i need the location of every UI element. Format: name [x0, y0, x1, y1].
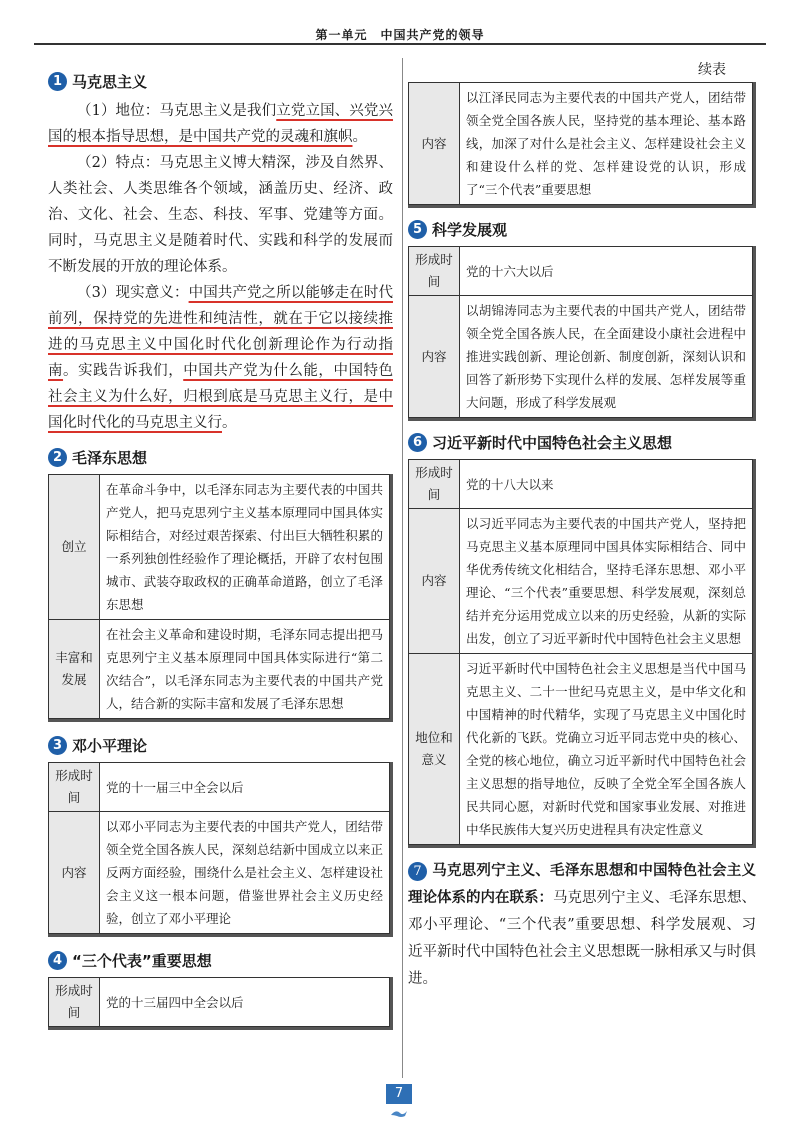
row-label: 内容 [409, 509, 460, 654]
page-header [0, 0, 800, 58]
table-row [409, 83, 753, 205]
section-number-badge: 1 [48, 72, 67, 91]
table-row [409, 247, 753, 296]
table-row [409, 296, 753, 418]
xi-thought-table [408, 459, 756, 848]
table-row [49, 475, 390, 620]
unit-title: 第一单元 中国共产党的领导 [315, 28, 485, 42]
row-label: 创立 [49, 475, 100, 620]
section-body: 马克思列宁主义、毛泽东思想、邓小平理论、“三个代表”重要思想、科学发展观、习近平新时代中国特色社会主义思想既一脉相承又与时俱进。 [408, 890, 756, 987]
page-number: 7 [386, 1084, 412, 1104]
section-2-heading [48, 440, 393, 474]
three-represents-table [48, 977, 393, 1030]
table-row [409, 460, 753, 509]
row-label: 内容 [409, 296, 460, 418]
section-title: 马克思主义 [72, 72, 148, 91]
header-rule [34, 43, 766, 45]
section-number-badge: 5 [408, 220, 427, 239]
section-number-badge: 7 [408, 862, 427, 881]
section-title: 科学发展观 [432, 220, 508, 239]
row-content: 以胡锦涛同志为主要代表的中国共产党人，团结带领全党全国各族人民，在全面建设小康社会进程中推进实践创新、理论创新、制度创新，深刻认识和回答了新形势下实现什么样的发展、怎样发展等重大问题，形成了科学发展观 [460, 296, 753, 418]
row-label: 丰富和发展 [49, 620, 100, 719]
row-content: 党的十一届三中全会以后 [100, 763, 390, 812]
paragraph-status [48, 98, 393, 150]
row-content: 以邓小平同志为主要代表的中国共产党人，团结带领全党全国各族人民，深刻总结新中国成立以来正反两方面经验，围绕什么是社会主义、怎样建设社会主义这一根本问题，借鉴世界社会主义历史经验，创立了邓小平理论 [100, 812, 390, 934]
row-content: 党的十三届四中全会以后 [100, 978, 390, 1027]
row-content: 在社会主义革命和建设时期，毛泽东同志提出把马克思列宁主义基本原理同中国具体实际进行“第二次结合”，以毛泽东同志为主要代表的中国共产党人，结合新的实际丰富和发展了毛泽东思想 [100, 620, 390, 719]
section-title: 毛泽东思想 [72, 448, 148, 467]
mao-thought-table [48, 474, 393, 722]
column-divider [402, 58, 403, 1078]
row-content: 以江泽民同志为主要代表的中国共产党人，团结带领全党全国各族人民，坚持党的基本理论、基本路线，加深了对什么是社会主义、怎样建设社会主义和建设什么样的党、怎样建设党的认识，形成了“三个代表”重要思想 [460, 83, 753, 205]
section-4-heading [48, 943, 393, 977]
section-6-heading [408, 425, 756, 459]
section-1-heading [48, 64, 393, 98]
row-content: 党的十八大以来 [460, 460, 753, 509]
publisher-logo-icon [390, 1108, 408, 1118]
row-label: 内容 [409, 83, 460, 205]
left-column [48, 58, 393, 1030]
text-run: 。实践告诉我们， [63, 363, 184, 379]
section-5-heading [408, 212, 756, 246]
continued-label: 续表 [698, 62, 726, 78]
text-run: （1）地位：马克思主义是我们 [77, 103, 277, 119]
row-label: 内容 [49, 812, 100, 934]
table-row [49, 763, 390, 812]
section-number-badge: 2 [48, 448, 67, 467]
row-label: 形成时间 [409, 460, 460, 509]
paragraph-significance [48, 280, 393, 436]
underlined-text: 中国共产党为什么能，中国特色社会主义为什么好，归根到底是马克思主义行，是中国化时代化的马克思主义行 [48, 363, 394, 431]
section-title: 习近平新时代中国特色社会主义思想 [432, 433, 673, 452]
section-title: 马克思列宁主义、毛泽东思想和中国特色社会主义理论体系的内在联系： [408, 863, 756, 906]
table-row [49, 978, 390, 1027]
row-label: 地位和意义 [409, 654, 460, 845]
row-label: 形成时间 [49, 763, 100, 812]
scientific-outlook-table [408, 246, 756, 421]
row-label: 形成时间 [49, 978, 100, 1027]
row-content: 以习近平同志为主要代表的中国共产党人，坚持把马克思主义基本原理同中国具体实际相结合、同中华优秀传统文化相结合，坚持毛泽东思想、邓小平理论、“三个代表”重要思想、科学发展观，深刻总结并充分运用党成立以来的历史经验，从新的实际出发，创立了习近平新时代中国特色社会主义思想 [460, 509, 753, 654]
section-7 [408, 858, 756, 993]
deng-theory-table [48, 762, 393, 937]
section-title: 邓小平理论 [72, 736, 148, 755]
three-represents-table-continued [408, 82, 756, 208]
table-row [409, 509, 753, 654]
text-run: 。 [352, 129, 367, 145]
text-run: （3）现实意义： [77, 285, 189, 301]
section-number-badge: 4 [48, 951, 67, 970]
table-row [409, 654, 753, 845]
table-row [49, 620, 390, 719]
row-content: 习近平新时代中国特色社会主义思想是当代中国马克思主义、二十一世纪马克思主义，是中华文化和中国精神的时代精华，实现了马克思主义中国化时代化新的飞跃。党确立习近平同志党中央的核心、全党的核心地位，确立习近平新时代中国特色社会主义思想的指导地位，反映了全党全军全国各族人民共同心愿，对新时代党和国家事业发展、对推进中华民族伟大复兴历史进程具有决定性意义 [460, 654, 753, 845]
section-3-heading [48, 728, 393, 762]
right-column [408, 58, 756, 993]
section-number-badge: 6 [408, 433, 427, 452]
underlined-text: 立党立国、兴党兴国的根本指导思想，是中国共产党的灵魂和旗帜 [48, 103, 394, 145]
row-content: 党的十六大以后 [460, 247, 753, 296]
row-label: 形成时间 [409, 247, 460, 296]
table-row [49, 812, 390, 934]
section-title: “三个代表”重要思想 [72, 951, 212, 970]
paragraph-features: （2）特点：马克思主义博大精深，涉及自然界、人类社会、人类思维各个领域，涵盖历史、经济、政治、文化、社会、生态、科技、军事、党建等方面。同时，马克思主义是随着时代、实践和科学的发展而不断发展的开放的理论体系。 [48, 155, 393, 275]
underlined-text: 中国共产党之所以能够走在时代前列，保持党的先进性和纯洁性，就在于它以接续推进的马克思主义中国化时代化创新理论作为行动指南 [48, 285, 393, 379]
row-content: 在革命斗争中，以毛泽东同志为主要代表的中国共产党人，把马克思列宁主义基本原理同中国具体实际相结合，对经过艰苦探索、付出巨大牺牲积累的一系列独创性经验作了理论概括，开辟了农村包围城市、武装夺取政权的正确革命道路，创立了毛泽东思想 [100, 475, 390, 620]
text-run: 。 [222, 415, 237, 431]
section-number-badge: 3 [48, 736, 67, 755]
